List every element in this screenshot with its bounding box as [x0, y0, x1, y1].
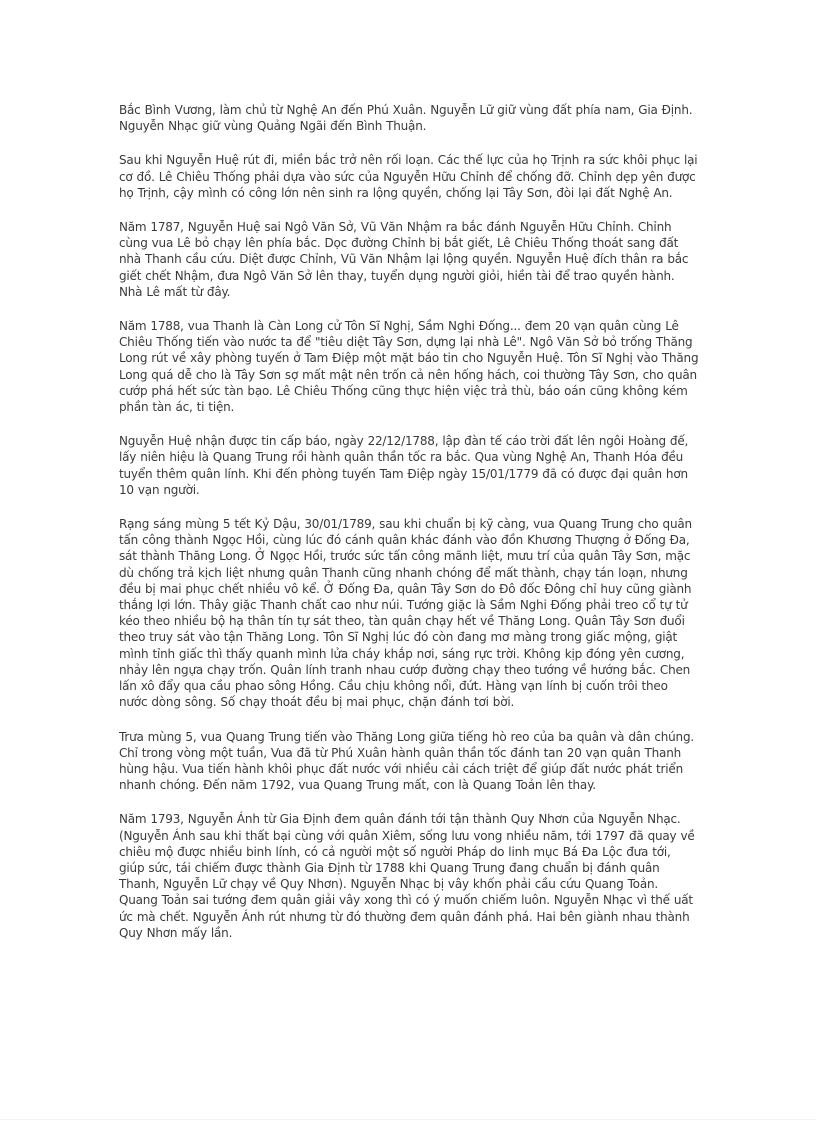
paragraph-7: Trưa mùng 5, vua Quang Trung tiến vào Thăng Long giữa tiếng hò reo của ba quân và dân chúng. Chỉ trong vòng một tuần, Vua đã từ Phú Xuân hành quân thần tốc đánh tan 20 vạn quân Thanh hùng hậu. Vua tiến hành khôi phục đất nước với nhiều cải cách triệt để giúp đất nước phát triển nhanh chóng. Đến năm 1792, vua Quang Trung mất, con là Quang Toản lên thay.	[119, 729, 694, 793]
page-bottom-divider	[0, 1119, 816, 1120]
paragraph-1: Bắc Bình Vương, làm chủ từ Nghệ An đến Phú Xuân. Nguyễn Lữ giữ vùng đất phía nam, Gia Định. Nguyễn Nhạc giữ vùng Quảng Ngãi đến Bình Thuận.	[119, 103, 693, 134]
paragraph-8: Năm 1793, Nguyễn Ánh từ Gia Định đem quân đánh tới tận thành Quy Nhơn của Nguyễn Nhạc. (Nguyễn Ánh sau khi thất bại cùng với quân Xiêm, sống lưu vong nhiều năm, tới 1797 đã quay về chiêu mộ được nhiều binh lính, có cả người một số người Pháp do linh mục Bá Đa Lộc đưa tới, giúp sức, tái chiếm được thành Gia Định từ 1788 khi Quang Trung đang chuẩn bị đánh quân Thanh, Nguyễn Lữ chạy về Quy Nhơn). Nguyễn Nhạc bị vây khốn phải cầu cứu Quang Toản. Quang Toản sai tướng đem quân giải vây xong thì có ý muốn chiếm luôn. Nguyễn Nhạc vì thế uất ức mà chết. Nguyễn Ánh rút nhưng từ đó thường đem quân đánh phá. Hai bên giành nhau thành Quy Nhơn mấy lần.	[119, 812, 695, 940]
paragraph-3: Năm 1787, Nguyễn Huệ sai Ngô Văn Sở, Vũ Văn Nhậm ra bắc đánh Nguyễn Hữu Chỉnh. Chỉnh cùng vua Lê bỏ chạy lên phía bắc. Dọc đường Chỉnh bị bắt giết, Lê Chiêu Thống thoát sang đất nhà Thanh cầu cứu. Diệt được Chỉnh, Vũ Văn Nhậm lại lộng quyền. Nguyễn Huệ đích thân ra bắc giết chết Nhậm, đưa Ngô Văn Sở lên thay, tuyển dụng người giỏi, hiền tài để trao quyền hành. Nhà Lê mất từ đây.	[119, 220, 689, 299]
paragraph-2: Sau khi Nguyễn Huệ rút đi, miền bắc trở nên rối loạn. Các thế lực của họ Trịnh ra sức khôi phục lại cơ đồ. Lê Chiêu Thống phải dựa vào sức của Nguyễn Hữu Chỉnh để chống đỡ. Chỉnh dẹp yên được họ Trịnh, cậy mình có công lớn nên sinh ra lộng quyền, chống lại Tây Sơn, đòi lại đất Nghệ An.	[119, 153, 698, 200]
paragraph-6: Rạng sáng mùng 5 tết Kỷ Dậu, 30/01/1789, sau khi chuẩn bị kỹ càng, vua Quang Trung cho quân tấn công thành Ngọc Hồi, cùng lúc đó cánh quân khác đánh vào đồn Khương Thượng ở Đống Đa, sát thành Thăng Long. Ở Ngọc Hồi, trước sức tấn công mãnh liệt, mưu trí của quân Tây Sơn, mặc dù chống trả kịch liệt nhưng quân Thanh cũng nhanh chóng để mất thành, chạy tán loạn, nhưng đều bị mai phục chết nhiều vô kể. Ở Đống Đa, quân Tây Sơn do Đô đốc Đông chỉ huy cũng giành thắng lợi lớn. Thây giặc Thanh chất cao như núi. Tướng giặc là Sầm Nghi Đống phải treo cổ tự tử kéo theo nhiều bộ hạ thân tín tự sát theo, tàn quân chạy hết về Thăng Long. Quân Tây Sơn đuổi theo truy sát vào tận Thăng Long. Tôn Sĩ Nghị lúc đó còn đang mơ màng trong giấc mộng, giật mình tỉnh giấc thì thấy quanh mình lửa cháy khắp nơi, sáng rực trời. Không kịp đóng yên cương, nhảy lên ngựa chạy trốn. Quân lính tranh nhau cướp đường chạy theo tướng về hướng bắc. Chen lấn xô đẩy qua cầu phao sông Hồng. Cầu chịu không nổi, đứt. Hàng vạn lính bị cuốn trôi theo nước dòng sông. Số chạy thoát đều bị mai phục, chặn đánh tơi bời.	[119, 517, 692, 710]
paragraph-5: Nguyễn Huệ nhận được tin cấp báo, ngày 22/12/1788, lập đàn tế cáo trời đất lên ngôi Hoàng đế, lấy niên hiệu là Quang Trung rồi hành quân thần tốc ra bắc. Qua vùng Nghệ An, Thanh Hóa đều tuyển thêm quân lính. Khi đến phòng tuyến Tam Điệp ngày 15/01/1779 đã có được đại quân hơn 10 vạn người.	[119, 434, 689, 497]
document-body	[119, 102, 699, 959]
paragraph-4: Năm 1788, vua Thanh là Càn Long cử Tôn Sĩ Nghị, Sầm Nghi Đống... đem 20 vạn quân cùng Lê Chiêu Thống tiến vào nước ta để "tiêu diệt Tây Sơn, dựng lại nhà Lê". Ngô Văn Sở bỏ trống Thăng Long rút về xây phòng tuyến ở Tam Điệp một mặt báo tin cho Nguyễn Huệ. Tôn Sĩ Nghị vào Thăng Long quá dễ cho là Tây Sơn sợ mất mật nên trốn cả nên hống hách, coi thường Tây Sơn, cho quân cướp phá hết sức tàn bạo. Lê Chiêu Thống cũng thực hiện việc trả thù, báo oán cũng không kém phần tàn ác, ti tiện.	[119, 319, 699, 415]
